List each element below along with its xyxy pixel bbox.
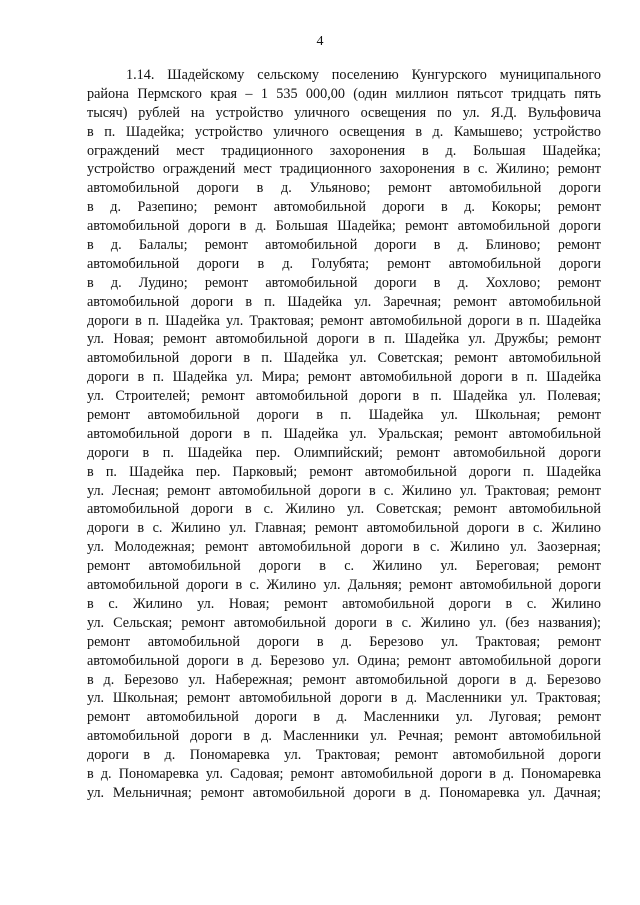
- text-line: в д. Балалы; ремонт автомобильной дороги в д. Блиново; ремонт: [87, 237, 601, 254]
- text-line: дороги в д. Пономаревка ул. Трактовая; ремонт автомобильной дороги: [87, 747, 601, 764]
- text-line: ул. Строителей; ремонт автомобильной дороги в п. Шадейка ул. Полевая;: [87, 388, 601, 405]
- text-line: автомобильной дороги в п. Шадейка ул. Заречная; ремонт автомобильной: [87, 293, 601, 310]
- text-line: в д. Лудино; ремонт автомобильной дороги в д. Хохлово; ремонт: [87, 274, 601, 291]
- text-line: дороги в п. Шадейка ул. Мира; ремонт автомобильной дороги в п. Шадейка: [87, 369, 601, 386]
- text-line: в д. Березово ул. Набережная; ремонт автомобильной дороги в д. Березово: [87, 671, 601, 688]
- text-line: автомобильной дороги в д. Голубята; ремонт автомобильной дороги: [87, 255, 601, 272]
- text-line: автомобильной дороги в д. Масленники ул. Речная; ремонт автомобильной: [87, 728, 601, 745]
- text-line: в д. Разепино; ремонт автомобильной дороги в д. Кокоры; ремонт: [87, 199, 601, 216]
- text-line: 1.14. Шадейскому сельскому поселению Кунгурского муниципального: [126, 67, 601, 83]
- text-line: ремонт автомобильной дороги в д. Масленники ул. Луговая; ремонт: [87, 709, 601, 726]
- text-line: в п. Шадейка пер. Парковый; ремонт автомобильной дороги п. Шадейка: [87, 463, 601, 480]
- text-line: ул. Лесная; ремонт автомобильной дороги в с. Жилино ул. Трактовая; ремонт: [87, 482, 601, 499]
- text-line: ограждений мест традиционного захоронения в д. Большая Шадейка;: [87, 142, 601, 159]
- text-line: автомобильной дороги в д. Ульяново; ремонт автомобильной дороги: [87, 180, 601, 197]
- text-line: автомобильной дороги в п. Шадейка ул. Советская; ремонт автомобильной: [87, 350, 601, 367]
- text-line: в д. Пономаревка ул. Садовая; ремонт автомобильной дороги в д. Пономаревка: [87, 765, 601, 782]
- text-line: в с. Жилино ул. Новая; ремонт автомобильной дороги в с. Жилино: [87, 595, 601, 612]
- text-line: в п. Шадейка; устройство уличного освещения в д. Камышево; устройство: [87, 123, 601, 140]
- text-line: дороги в п. Шадейка пер. Олимпийский; ремонт автомобильной дороги: [87, 444, 601, 461]
- text-line: ремонт автомобильной дороги в п. Шадейка ул. Школьная; ремонт: [87, 407, 601, 424]
- text-line: автомобильной дороги в д. Большая Шадейка; ремонт автомобильной дороги: [87, 218, 601, 235]
- text-line: ул. Молодежная; ремонт автомобильной дороги в с. Жилино ул. Заозерная;: [87, 539, 601, 556]
- text-line: автомобильной дороги в д. Березово ул. Одина; ремонт автомобильной дороги: [87, 652, 601, 669]
- text-line: ул. Мельничная; ремонт автомобильной дороги в д. Пономаревка ул. Дачная;: [87, 784, 601, 801]
- paragraph-1-14: [87, 66, 601, 803]
- text-line: тысяч) рублей на устройство уличного освещения по ул. Я.Д. Вульфовича: [87, 104, 601, 121]
- text-line: дороги в п. Шадейка ул. Трактовая; ремонт автомобильной дороги в п. Шадейка: [87, 312, 601, 329]
- text-line: района Пермского края – 1 535 000,00 (один миллион пятьсот тридцать пять: [87, 85, 601, 102]
- text-line: автомобильной дороги в п. Шадейка ул. Уральская; ремонт автомобильной: [87, 425, 601, 442]
- page-number: 4: [316, 34, 324, 49]
- text-line: ремонт автомобильной дороги в д. Березово ул. Трактовая; ремонт: [87, 633, 601, 650]
- text-line: ул. Новая; ремонт автомобильной дороги в п. Шадейка ул. Дружбы; ремонт: [87, 331, 601, 348]
- text-line: автомобильной дороги в с. Жилино ул. Дальняя; ремонт автомобильной дороги: [87, 577, 601, 594]
- text-line: ул. Школьная; ремонт автомобильной дороги в д. Масленники ул. Трактовая;: [87, 690, 601, 707]
- text-line: ул. Сельская; ремонт автомобильной дороги в с. Жилино ул. (без названия);: [87, 614, 601, 631]
- text-line: ремонт автомобильной дороги в с. Жилино ул. Береговая; ремонт: [87, 558, 601, 575]
- text-line: устройство ограждений мест традиционного захоронения в с. Жилино; ремонт: [87, 161, 601, 178]
- text-line: дороги в с. Жилино ул. Главная; ремонт автомобильной дороги в с. Жилино: [87, 520, 601, 537]
- text-line: автомобильной дороги в с. Жилино ул. Советская; ремонт автомобильной: [87, 501, 601, 518]
